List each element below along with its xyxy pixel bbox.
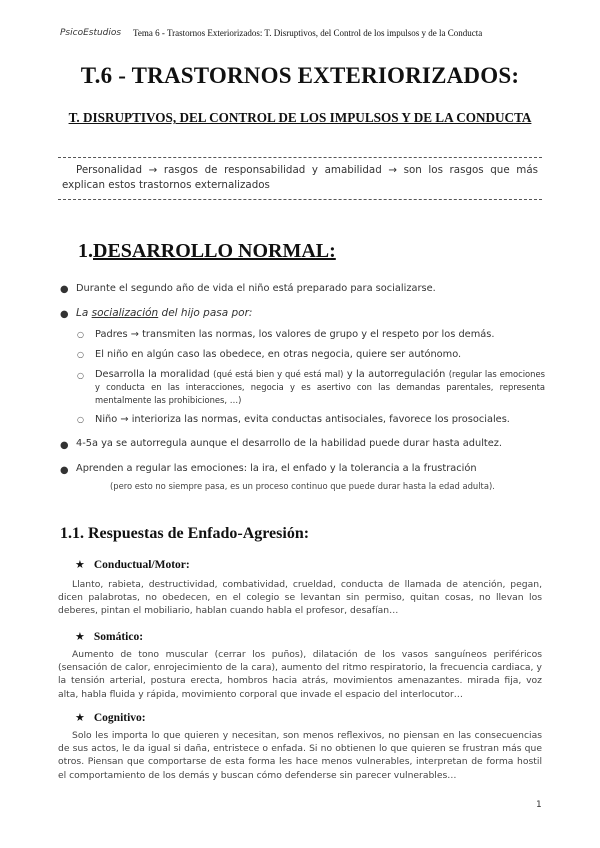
sub-bullet-text-1: Padres → transmiten las normas, los valores de grupo y el respeto por los demás. bbox=[95, 329, 495, 340]
box-bottom-divider bbox=[58, 199, 542, 200]
header-brand: PsicoEstudios bbox=[60, 28, 122, 38]
intro-box-text: Personalidad → rasgos de responsabilidad y amabilidad → son los rasgos que más explican estos trastornos externalizados bbox=[62, 164, 538, 191]
sub-bullet-icon: ○ bbox=[77, 371, 84, 380]
header-chapter: Tema 6 - Trastornos Exteriorizados: T. Disruptivos, del Control de los impulsos y de la Conducta bbox=[133, 28, 483, 38]
subsection-text-cognitivo: Solo les importa lo que quieren y necesitan, son menos reflexivos, no piensan en las consecuencias de sus actos, le da igual si daña, entristece o enfada. Si no obtienen lo que quieren se frustran más que otros. Piensan que comportarse de esta forma les hace menos vulnerables, interpretan de forma hostil el comportamiento de los demás y buscan cómo defenderse sin parecer vulnerables… bbox=[58, 730, 542, 781]
subsection-heading-cognitivo: ★ Cognitivo: bbox=[75, 711, 146, 724]
section-1-title: DESARROLLO NORMAL: bbox=[93, 240, 336, 262]
sub-bullet-text-4: Niño → interioriza las normas, evita conductas antisociales, favorece los prosociales. bbox=[95, 414, 510, 425]
socializacion-word: socialización bbox=[91, 307, 159, 319]
bullet-text-1: Durante el segundo año de vida el niño está preparado para socializarse. bbox=[76, 283, 436, 294]
sub-bullet-icon: ○ bbox=[77, 415, 84, 424]
subsection-heading-conductual: ★ Conductual/Motor: bbox=[75, 558, 190, 571]
subsection-heading-somatico: ★ Somático: bbox=[75, 630, 144, 643]
bullet-icon: ● bbox=[60, 440, 69, 451]
bullet-icon: ● bbox=[60, 284, 69, 295]
box-top-divider bbox=[58, 157, 542, 158]
bullet-icon: ● bbox=[60, 465, 69, 476]
bullet-text-4: Aprenden a regular las emociones: la ira, el enfado y la tolerancia a la frustración bbox=[76, 463, 477, 474]
star-icon: ★ bbox=[75, 711, 85, 724]
bullet-icon: ● bbox=[60, 309, 69, 320]
section-1-number: 1. bbox=[78, 240, 93, 262]
document-title: T.6 - TRASTORNOS EXTERIORIZADOS: bbox=[80, 63, 520, 88]
subsection-text-somatico: Aumento de tono muscular (cerrar los puños), dilatación de los vasos sanguíneos periféricos (sensación de calor, enrojecimiento de la cara), aumento del ritmo respiratorio, la frecuencia cardiaca, y la tensión arterial, postura erecta, hombros hacia atrás, movimientos amenazantes. mirada fija, voz alta, habla fluida y rápida, movimiento corporal que invade el espacio del interlocutor… bbox=[58, 649, 542, 700]
bullet-text-3: 4-5a ya se autorregula aunque el desarrollo de la habilidad puede durar hasta adultez. bbox=[76, 438, 503, 449]
section-1-1-heading: 1.1. Respuestas de Enfado-Agresión: bbox=[60, 525, 310, 542]
section-1-heading bbox=[78, 240, 336, 263]
star-icon: ★ bbox=[75, 558, 85, 571]
page-number: 1 bbox=[536, 800, 542, 810]
sub-bullet-text-2: El niño en algún caso las obedece, en otras negocia, quiere ser autónomo. bbox=[95, 349, 462, 360]
document-subtitle: T. DISRUPTIVOS, DEL CONTROL DE LOS IMPULSOS Y DE LA CONDUCTA bbox=[68, 110, 532, 125]
sub-bullet-text-3: Desarrolla la moralidad (qué está bien y qué está mal) y la autorregulación (regular las emociones y conducta en las interacciones, negocia y es asertivo con las demandas parentales, representa mentalmente las prohibiciones, …) bbox=[95, 369, 546, 405]
star-icon: ★ bbox=[75, 630, 85, 643]
sub-bullet-icon: ○ bbox=[77, 330, 84, 339]
bullet-note-4: (pero esto no siempre pasa, es un proceso continuo que puede durar hasta la edad adulta). bbox=[110, 481, 495, 491]
subsection-text-conductual: Llanto, rabieta, destructividad, combatividad, crueldad, conducta de llamada de atención, pegan, dicen palabrotas, no obedecen, en el colegio se levantan sin permiso, quitan cosas, no llevan los deberes, pintan el mobiliario, hablan cuando habla el profesor, desafían… bbox=[58, 579, 542, 617]
sub-bullet-icon: ○ bbox=[77, 350, 84, 359]
bullet-text-2: La socialización del hijo pasa por: bbox=[76, 307, 253, 319]
